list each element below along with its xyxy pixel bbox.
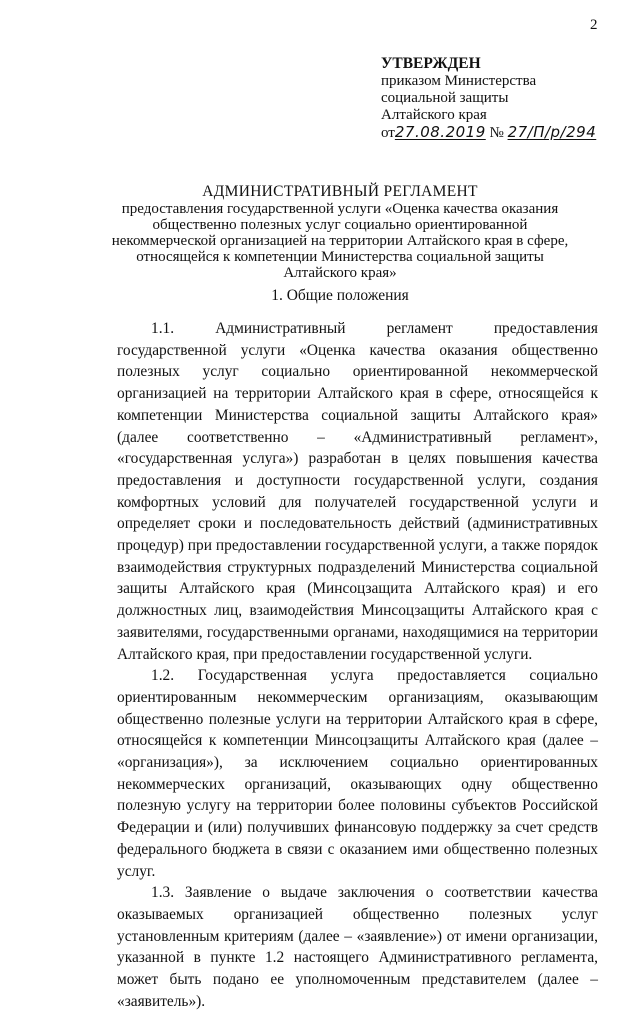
paragraph: 1.3. Заявление о выдаче заключения о соответствии качества оказываемых организацией общественно полезных услуг установленным критериям (далее – «заявление») от имени организации, указанной в пункте 1.2 настоящего Административного регламента, может быть подано ее уполномоченным представителем (далее – «заявитель»). [117,884,598,1010]
section-heading: 1. Общие положения [271,287,409,304]
approval-line: приказом Министерства [381,73,537,89]
handwritten-order-number: 27/П/р/294 [507,123,597,141]
paragraph: 1.2. Государственная услуга предоставляется социально ориентированным некоммерческим организациям, оказывающим общественно полезные услуги на территории Алтайского края в сфере, относящейся к компетенции Минсоцзащиты Алтайского края (далее – «организация»), за исключением социально ориентированных некоммерческих организаций, оказывающих одну общественно полезную услугу на территории более половины субъектов Российской Федерации и (или) получивших финансовую поддержку за счет средств федерального бюджета в связи с оказанием ими общественно полезных услуг. [117,667,598,880]
approval-title: УТВЕРЖДЕН [381,55,481,72]
approval-line: Алтайского края [381,107,487,123]
page-number: 2 [590,17,598,33]
approval-line: социальной защиты [381,90,509,106]
section-body [117,318,598,1013]
date-prefix: от [381,125,395,141]
document-title-block [110,183,570,281]
handwritten-date: 27.08.2019 [394,123,486,141]
approval-stamp [381,55,621,142]
paragraph: 1.1. Административный регламент предоставления государственной услуги «Оценка качества оказания общественно полезных услуг социально ориентированной некоммерческой организацией на территории Алтайского края в сфере, относящейся к компетенции Министерства социальной защиты Алтайского края» (далее соответственно – «Административный регламент», «государственная услуга») разработан в целях повышения качества предоставления и доступности государственной услуги, создания комфортных условий для получателей государственной услуги и определяет сроки и последовательность действий (административных процедур) при предоставлении государственной услуги, а также порядок взаимодействия структурных подразделений Министерства социальной защиты Алтайского края (Минсоцзащита Алтайского края) и его должностных лиц, взаимодействия Минсоцзащиты Алтайского края с заявителями, государственными органами, находящимися на территории Алтайского края, при предоставлении государственной услуги. [117,320,598,663]
document-title: АДМИНИСТРАТИВНЫЙ РЕГЛАМЕНТ [202,183,478,200]
number-prefix: № [489,125,504,141]
document-subtitle: предоставления государственной услуги «Оценка качества оказания общественно полезных услуг социально ориентированной некоммерческой организацией на территории Алтайского края в сфере, относящейся к компетенции Министерства социальной защиты Алтайского края» [111,201,569,281]
approval-date-line [381,124,621,142]
